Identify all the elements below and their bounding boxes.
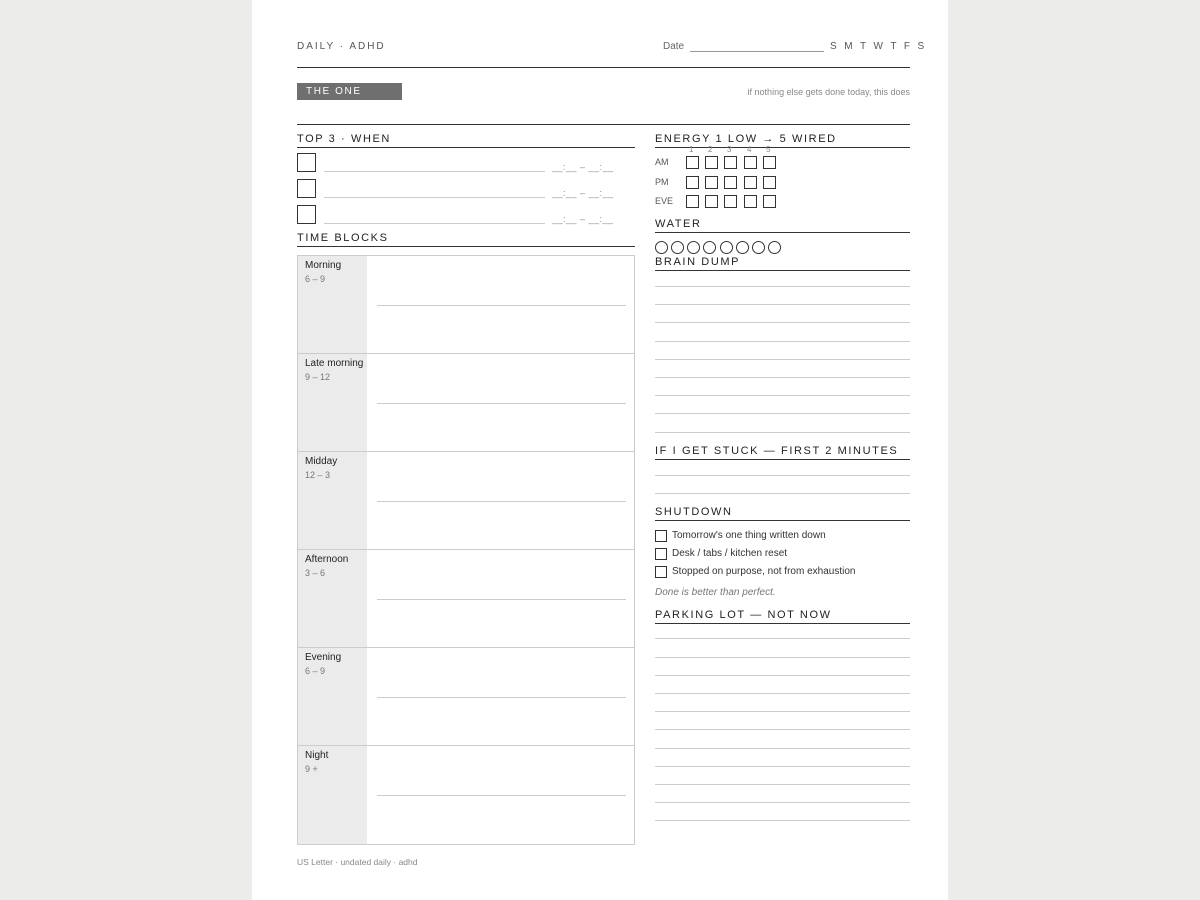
top3-line-2[interactable] xyxy=(324,197,545,198)
date-label: Date xyxy=(663,41,685,52)
time-block-row[interactable] xyxy=(298,354,634,452)
shutdown-checkbox-1[interactable] xyxy=(655,530,667,542)
brain-dump-line[interactable] xyxy=(655,286,910,287)
parking-lot-line[interactable] xyxy=(655,802,910,803)
parking-lot-line[interactable] xyxy=(655,820,910,821)
water-glass-5[interactable] xyxy=(720,241,733,254)
parking-lot-line[interactable] xyxy=(655,693,910,694)
time-blocks-title: TIME BLOCKS xyxy=(297,232,635,247)
energy-pm-1[interactable] xyxy=(686,176,699,189)
energy-am-3[interactable] xyxy=(724,156,737,169)
top3-line-1[interactable] xyxy=(324,171,545,172)
energy-row-eve: EVE xyxy=(655,196,674,206)
energy-pm-3[interactable] xyxy=(724,176,737,189)
energy-am-4[interactable] xyxy=(744,156,757,169)
parking-lot-title: PARKING LOT — NOT NOW xyxy=(655,609,910,624)
water-glass-1[interactable] xyxy=(655,241,668,254)
water-glass-4[interactable] xyxy=(703,241,716,254)
brain-dump-line[interactable] xyxy=(655,413,910,414)
energy-row-pm: PM xyxy=(655,177,669,187)
planner-page xyxy=(252,0,948,900)
water-title: WATER xyxy=(655,218,910,233)
energy-title: ENERGY 1 LOW → 5 WIRED xyxy=(655,133,910,148)
time-block-row[interactable] xyxy=(298,452,634,550)
water-glass-6[interactable] xyxy=(736,241,749,254)
top3-line-3[interactable] xyxy=(324,223,545,224)
energy-am-5[interactable] xyxy=(763,156,776,169)
time-block-row[interactable] xyxy=(298,256,634,354)
time-block-label xyxy=(298,648,367,745)
time-block-name: Midday xyxy=(305,456,338,467)
time-block-range: 12 – 3 xyxy=(305,470,331,480)
time-block-label xyxy=(298,746,367,844)
time-block-name: Evening xyxy=(305,652,342,663)
energy-scale-3: 3 xyxy=(727,145,732,154)
time-block-name: Late morning xyxy=(305,358,364,369)
shutdown-checkbox-2[interactable] xyxy=(655,548,667,560)
water-glass-8[interactable] xyxy=(768,241,781,254)
time-block-label xyxy=(298,550,367,647)
water-glass-2[interactable] xyxy=(671,241,684,254)
top3-time-2[interactable]: __:__ – __:__ xyxy=(552,188,614,198)
energy-pm-4[interactable] xyxy=(744,176,757,189)
shutdown-item-3: Stopped on purpose, not from exhaustion xyxy=(672,566,856,577)
time-block-row[interactable] xyxy=(298,746,634,844)
one-thing-badge: THE ONE THING xyxy=(297,83,402,100)
time-block-line xyxy=(377,305,626,306)
shutdown-note: Done is better than perfect. xyxy=(655,587,776,598)
page-title: DAILY · ADHD xyxy=(297,41,386,52)
energy-am-2[interactable] xyxy=(705,156,718,169)
time-block-line xyxy=(377,795,626,796)
one-thing-rule xyxy=(297,124,910,125)
time-block-line xyxy=(377,697,626,698)
top3-checkbox-3[interactable] xyxy=(297,205,316,224)
one-thing-hint: if nothing else gets done today, this does xyxy=(747,87,910,97)
time-block-label xyxy=(298,452,367,549)
energy-eve-5[interactable] xyxy=(763,195,776,208)
shutdown-checkbox-3[interactable] xyxy=(655,566,667,578)
top3-time-1[interactable]: __:__ – __:__ xyxy=(552,162,614,172)
time-block-line xyxy=(377,599,626,600)
page-footer: US Letter · undated daily · adhd xyxy=(297,857,418,867)
top3-checkbox-1[interactable] xyxy=(297,153,316,172)
time-block-label xyxy=(298,256,367,353)
energy-eve-2[interactable] xyxy=(705,195,718,208)
shutdown-title: SHUTDOWN xyxy=(655,506,910,521)
top3-title: TOP 3 · WHEN xyxy=(297,133,635,148)
water-glass-3[interactable] xyxy=(687,241,700,254)
brain-dump-line[interactable] xyxy=(655,395,910,396)
weekday-selector[interactable]: S M T W T F S xyxy=(830,41,927,52)
time-block-range: 9 – 12 xyxy=(305,372,331,382)
brain-dump-line[interactable] xyxy=(655,304,910,305)
parking-lot-line[interactable] xyxy=(655,748,910,749)
parking-lot-line[interactable] xyxy=(655,766,910,767)
brain-dump-line[interactable] xyxy=(655,341,910,342)
date-field[interactable] xyxy=(690,51,824,52)
energy-row-am: AM xyxy=(655,157,669,167)
brain-dump-line[interactable] xyxy=(655,322,910,323)
top3-time-3[interactable]: __:__ – __:__ xyxy=(552,214,614,224)
parking-lot-line[interactable] xyxy=(655,657,910,658)
energy-pm-2[interactable] xyxy=(705,176,718,189)
stuck-title: IF I GET STUCK — FIRST 2 MINUTES xyxy=(655,445,910,460)
time-block-line xyxy=(377,403,626,404)
time-block-range: 3 – 6 xyxy=(305,568,326,578)
time-block-name: Afternoon xyxy=(305,554,349,565)
stuck-line[interactable] xyxy=(655,475,910,476)
brain-dump-line[interactable] xyxy=(655,359,910,360)
time-block-range: 6 – 9 xyxy=(305,666,326,676)
brain-dump-line[interactable] xyxy=(655,432,910,433)
energy-scale-1: 1 xyxy=(689,145,694,154)
energy-eve-3[interactable] xyxy=(724,195,737,208)
time-block-label xyxy=(298,354,367,451)
energy-am-1[interactable] xyxy=(686,156,699,169)
time-block-line xyxy=(377,501,626,502)
top3-checkbox-2[interactable] xyxy=(297,179,316,198)
energy-scale-4: 4 xyxy=(747,145,752,154)
time-block-range: 6 – 9 xyxy=(305,274,326,284)
time-block-range: 9 + xyxy=(305,764,318,774)
header-rule xyxy=(297,67,910,68)
time-block-row[interactable] xyxy=(298,550,634,648)
energy-eve-1[interactable] xyxy=(686,195,699,208)
parking-lot-line[interactable] xyxy=(655,784,910,785)
parking-lot-line[interactable] xyxy=(655,638,910,639)
time-block-name: Night xyxy=(305,750,329,761)
parking-lot-line[interactable] xyxy=(655,711,910,712)
stuck-line[interactable] xyxy=(655,493,910,494)
shutdown-item-1: Tomorrow's one thing written down xyxy=(672,530,826,541)
parking-lot-line[interactable] xyxy=(655,675,910,676)
brain-dump-title: BRAIN DUMP xyxy=(655,256,910,271)
shutdown-item-2: Desk / tabs / kitchen reset xyxy=(672,548,788,559)
time-block-row[interactable] xyxy=(298,648,634,746)
time-blocks-table xyxy=(297,255,635,845)
energy-scale-5: 5 xyxy=(766,145,771,154)
time-block-name: Morning xyxy=(305,260,342,271)
water-glass-7[interactable] xyxy=(752,241,765,254)
brain-dump-line[interactable] xyxy=(655,377,910,378)
energy-pm-5[interactable] xyxy=(763,176,776,189)
energy-scale-2: 2 xyxy=(708,145,713,154)
parking-lot-line[interactable] xyxy=(655,729,910,730)
energy-eve-4[interactable] xyxy=(744,195,757,208)
